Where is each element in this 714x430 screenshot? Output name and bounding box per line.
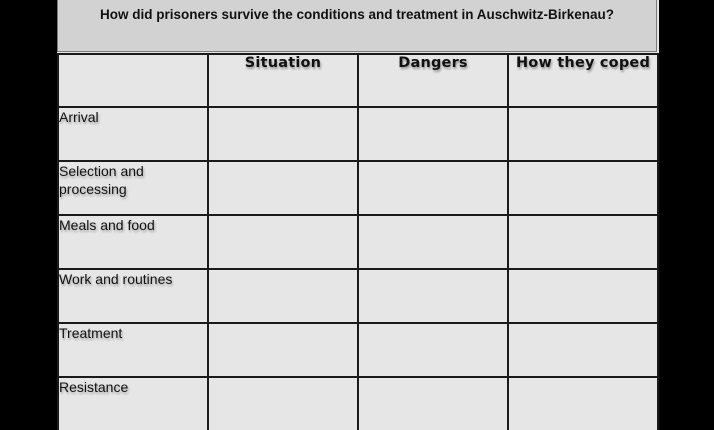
column-header-dangers: Dangers <box>358 54 508 107</box>
situation-cell[interactable] <box>208 161 358 215</box>
table-row <box>58 161 658 215</box>
coped-cell[interactable] <box>508 377 658 430</box>
worksheet <box>57 0 659 430</box>
dangers-cell[interactable] <box>358 323 508 377</box>
situation-cell[interactable] <box>208 215 358 269</box>
table-row <box>58 107 658 161</box>
coped-cell[interactable] <box>508 161 658 215</box>
dangers-cell[interactable] <box>358 107 508 161</box>
dangers-cell[interactable] <box>358 161 508 215</box>
header-row <box>58 54 658 107</box>
coped-cell[interactable] <box>508 107 658 161</box>
row-label-meals: Meals and food <box>58 215 208 269</box>
dangers-cell[interactable] <box>358 377 508 430</box>
row-label-resistance: Resistance <box>58 377 208 430</box>
row-label-treatment: Treatment <box>58 323 208 377</box>
row-label-arrival: Arrival <box>58 107 208 161</box>
corner-cell <box>58 54 208 107</box>
title-bar <box>57 0 657 52</box>
situation-cell[interactable] <box>208 107 358 161</box>
situation-cell[interactable] <box>208 323 358 377</box>
column-header-situation: Situation <box>208 54 358 107</box>
table-row <box>58 377 658 430</box>
row-label-work: Work and routines <box>58 269 208 323</box>
table-row <box>58 269 658 323</box>
row-label-selection: Selection and processing <box>58 161 208 215</box>
table-row <box>58 215 658 269</box>
situation-cell[interactable] <box>208 269 358 323</box>
table-row <box>58 323 658 377</box>
dangers-cell[interactable] <box>358 269 508 323</box>
coped-cell[interactable] <box>508 323 658 377</box>
column-header-how-they-coped: How they coped <box>508 54 658 107</box>
coped-cell[interactable] <box>508 215 658 269</box>
coped-cell[interactable] <box>508 269 658 323</box>
situation-cell[interactable] <box>208 377 358 430</box>
dangers-cell[interactable] <box>358 215 508 269</box>
survival-table <box>57 53 659 430</box>
worksheet-title: How did prisoners survive the conditions and treatment in Auschwitz-Birkenau? <box>99 7 615 22</box>
